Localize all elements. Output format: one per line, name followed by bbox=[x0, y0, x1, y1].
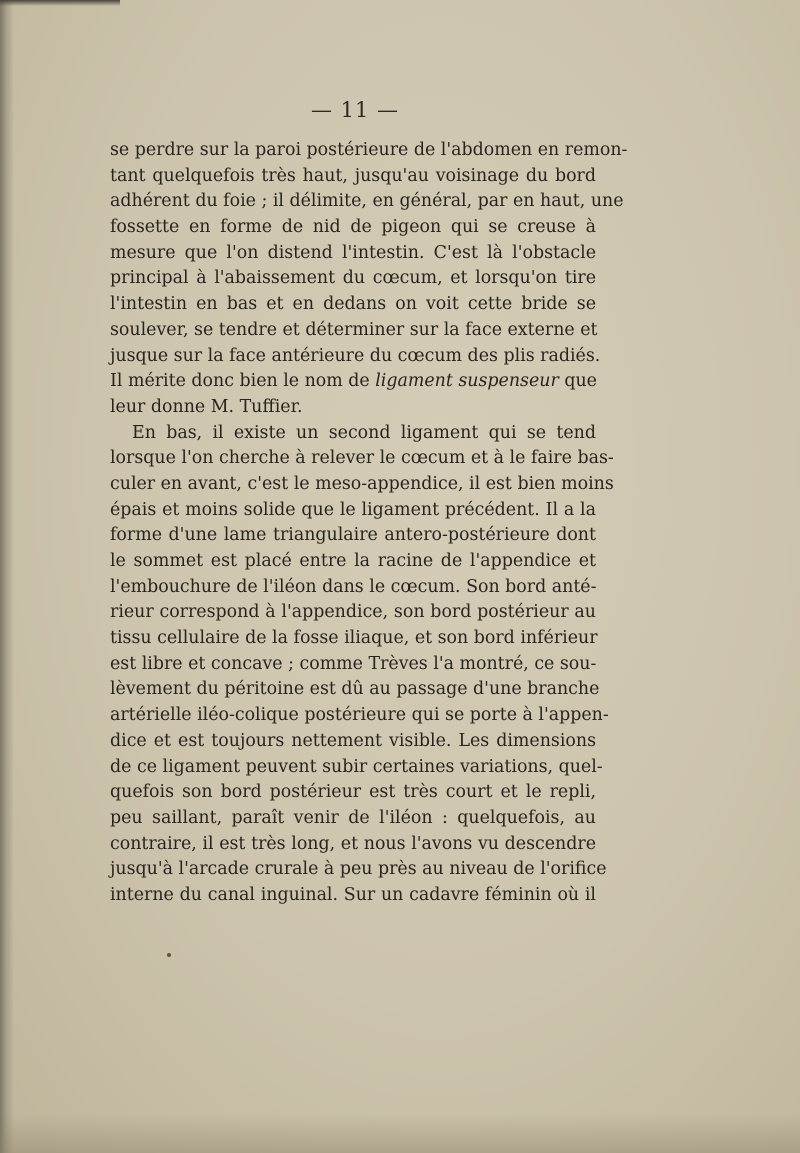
text-segment: que bbox=[564, 371, 597, 392]
text-line: adhérent du foie ; il délimite, en général, par en haut, une bbox=[110, 191, 624, 212]
text-line: fossette en forme de nid de pigeon qui se creuse à bbox=[110, 217, 596, 238]
text-line: se perdre sur la paroi postérieure de l'abdomen en remon- bbox=[110, 140, 628, 160]
text-segment: Il mérite donc bien le nom de bbox=[110, 371, 370, 392]
top-edge-shadow bbox=[0, 0, 120, 6]
text-line: l'intestin en bas et en dedans on voit cette bride se bbox=[110, 294, 596, 315]
text-line: est libre et concave ; comme Trèves l'a montré, ce sou- bbox=[110, 653, 597, 674]
text-line: mesure que l'on distend l'intestin. C'est là l'obstacle bbox=[110, 242, 596, 263]
text-line: épais et moins solide que le ligament précédent. Il a la bbox=[110, 499, 596, 520]
page-number: — 11 — bbox=[310, 98, 400, 122]
italic-term: ligament suspenseur bbox=[375, 371, 559, 392]
body-text bbox=[110, 138, 628, 909]
text-line: rieur correspond à l'appendice, son bord postérieur au bbox=[110, 602, 596, 623]
text-line: jusqu'à l'arcade crurale à peu près au niveau de l'orifice bbox=[110, 859, 607, 880]
text-line-with-italic bbox=[110, 369, 596, 395]
text-line: forme d'une lame triangulaire antero-postérieure dont bbox=[110, 525, 596, 546]
text-line: culer en avant, c'est le meso-appendice, il est bien moins bbox=[110, 473, 614, 494]
text-line: interne du canal inguinal. Sur un cadavre féminin où il bbox=[110, 884, 596, 905]
text-line: dice et est toujours nettement visible. Les dimensions bbox=[110, 730, 596, 751]
text-line: contraire, il est très long, et nous l'avons vu descendre bbox=[110, 833, 596, 854]
text-line: le sommet est placé entre la racine de l'appendice et bbox=[110, 551, 596, 571]
bottom-edge-shadow bbox=[0, 1113, 800, 1153]
text-line: peu saillant, paraît venir de l'iléon : quelquefois, au bbox=[110, 807, 596, 828]
text-line: principal à l'abaissement du cœcum, et lorsqu'on tire bbox=[110, 268, 596, 289]
binding-shadow bbox=[0, 0, 14, 1153]
text-line: de ce ligament peuvent subir certaines variations, quel- bbox=[110, 756, 603, 777]
text-line: leur donne M. Tuffier. bbox=[110, 396, 303, 417]
text-line: lèvement du péritoine est dû au passage d'une branche bbox=[110, 679, 600, 700]
text-line: tant quelquefois très haut, jusqu'au voisinage du bord bbox=[110, 165, 596, 186]
ink-speck bbox=[167, 953, 171, 957]
text-line: l'embouchure de l'iléon dans le cœcum. Son bord anté- bbox=[110, 576, 597, 597]
text-line: quefois son bord postérieur est très court et le repli, bbox=[110, 782, 596, 803]
paragraph-start-line: En bas, il existe un second ligament qui se tend bbox=[132, 422, 596, 443]
text-line: artérielle iléo-colique postérieure qui se porte à l'appen- bbox=[110, 705, 609, 726]
text-line: jusque sur la face antérieure du cœcum des plis radiés. bbox=[110, 345, 601, 366]
text-line: soulever, se tendre et déterminer sur la face externe et bbox=[110, 319, 598, 340]
text-line: tissu cellulaire de la fosse iliaque, et son bord inférieur bbox=[110, 628, 598, 649]
text-line: lorsque l'on cherche à relever le cœcum et à le faire bas- bbox=[110, 448, 614, 469]
